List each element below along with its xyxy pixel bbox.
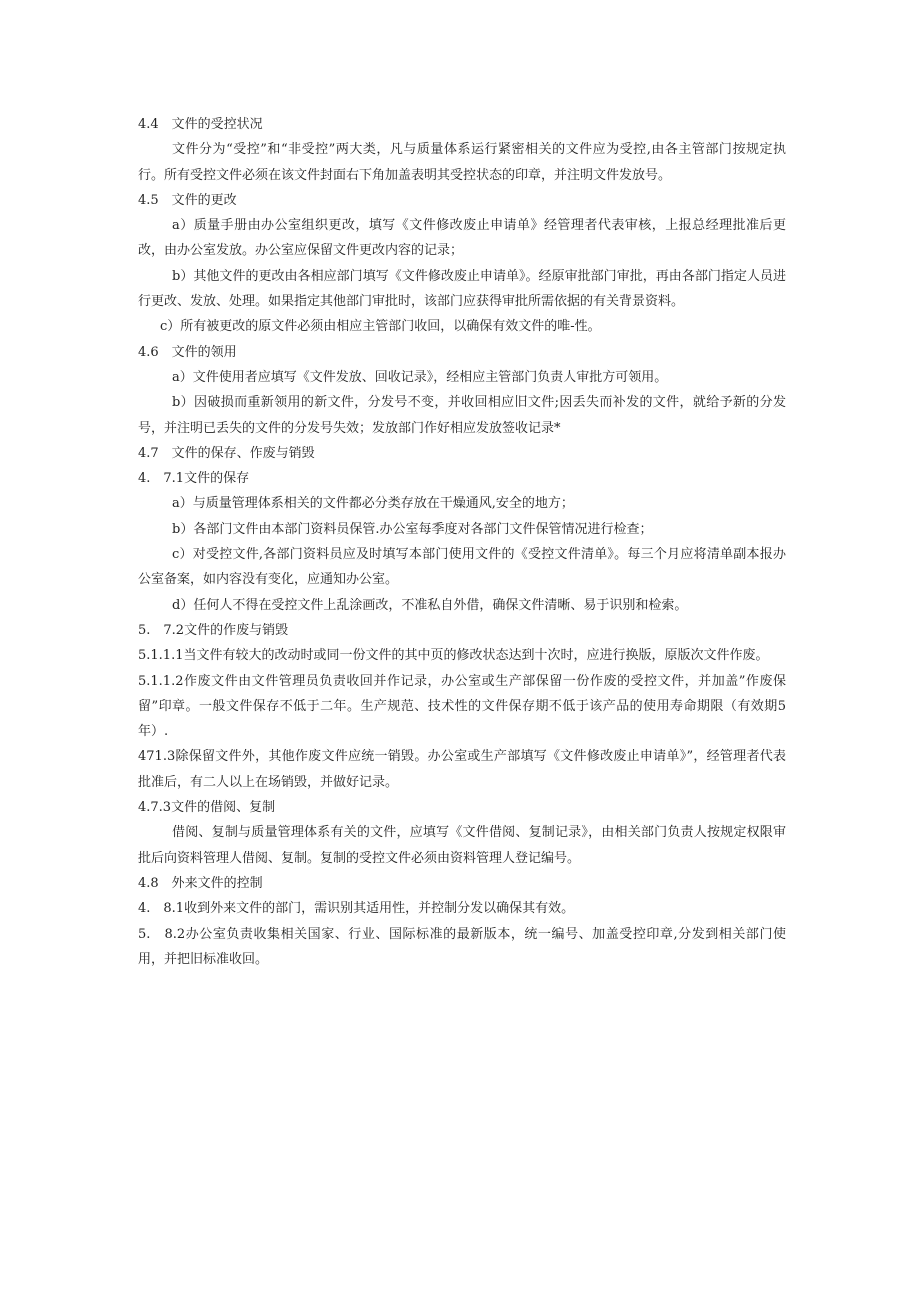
section-heading-4-7-3: 4.7.3文件的借阅、复制	[138, 800, 276, 816]
section-heading-4-4: 4.4 文件的受控状况	[138, 117, 263, 132]
paragraph-issue-b: b）因破损而重新领用的新文件，分发号不变，并收回相应旧文件;因丢失而补发的文件，就给予新的分发号，并注明已丢失的文件的分发号失效；发放部门作好相应发放签收记录*	[138, 395, 786, 436]
paragraph-storage-d: d）任何人不得在受控文件上乱涂画改，不准私自外借，确保文件清晰、易于识别和检索。	[172, 597, 688, 613]
document-body	[138, 112, 786, 972]
paragraph-change-a: a）质量手册由办公室组织更改，填写《文件修改废止申请单》经管理者代表审核，上报总经理批准后更改，由办公室发放。办公室应保留文件更改内容的记录；	[138, 218, 786, 259]
paragraph-8-1: 4. 8.1收到外来文件的部门，需识别其适用性，并控制分发以确保其有效。	[138, 901, 575, 917]
paragraph-storage-b: b）各部门文件由本部门资料员保管.办公室每季度对各部门文件保管情况进行检查；	[172, 521, 653, 537]
paragraph-storage-a: a）与质量管理体系相关的文件都必分类存放在干燥通风,安全的地方；	[172, 496, 574, 512]
paragraph-storage-c: c）对受控文件,各部门资料员应及时填写本部门使用文件的《受控文件清单》。每三个月应将清单副本报办公室备案，如内容没有变化，应通知办公室。	[138, 547, 786, 588]
paragraph-5-1-1-2: 5.1.1.2作废文件由文件管理员负责收回并作记录，办公室或生产部保留一份作废的受控文件，并加盖”作废保留”印章。一般文件保存不低于二年。生产规范、技术性的文件保存期不低于该产品的使用寿命期限（有效期5年）.	[138, 673, 786, 740]
paragraph-control-status: 文件分为“受控”和“非受控”两大类，凡与质量体系运行紧密相关的文件应为受控,由各主管部门按规定执行。所有受控文件必须在该文件封面右下角加盖表明其受控状态的印章，并注明文件发放号。	[138, 142, 786, 183]
section-heading-4-6: 4.6 文件的领用	[138, 344, 237, 360]
section-heading-7-2: 5. 7.2文件的作废与销毁	[138, 622, 289, 638]
paragraph-issue-a: a）文件使用者应填写《文件发放、回收记录》，经相应主管部门负责人审批方可领用。	[172, 369, 668, 385]
section-heading-4-8: 4.8 外来文件的控制	[138, 875, 263, 891]
paragraph-change-c: c）所有被更改的原文件必须由相应主管部门收回，以确保有效文件的唯-性。	[160, 319, 601, 335]
section-heading-4-5: 4.5 文件的更改	[138, 192, 237, 208]
paragraph-borrow-copy: 借阅、复制与质量管理体系有关的文件，应填写《文件借阅、复制记录》，由相关部门负责人按规定权限审批后向资料管理人借阅、复制。复制的受控文件必须由资料管理人登记编号。	[138, 825, 786, 866]
section-heading-4-7-1: 4. 7.1文件的保存	[138, 471, 250, 487]
paragraph-8-2: 5. 8.2办公室负责收集相关国家、行业、国际标准的最新版本，统一编号、加盖受控印章,分发到相关部门使用，并把旧标准收回。	[138, 926, 786, 967]
section-heading-4-7: 4.7 文件的保存、作废与销毁	[138, 445, 315, 461]
paragraph-471-3: 471.3除保留文件外，其他作废文件应统一销毁。办公室或生产部填写《文件修改废止申请单》”，经管理者代表批准后，有二人以上在场销毁，并做好记录。	[138, 749, 786, 790]
paragraph-change-b: b）其他文件的更改由各相应部门填写《文件修改废止申请单》。经原审批部门审批，再由各部门指定人员进行更改、发放、处理。如果指定其他部门审批时，该部门应获得审批所需依据的有关背景资料。	[138, 268, 786, 310]
paragraph-5-1-1-1: 5.1.1.1当文件有较大的改动时或同一份文件的其中页的修改状态达到十次时，应进行换版，原版次文件作废。	[138, 648, 769, 664]
